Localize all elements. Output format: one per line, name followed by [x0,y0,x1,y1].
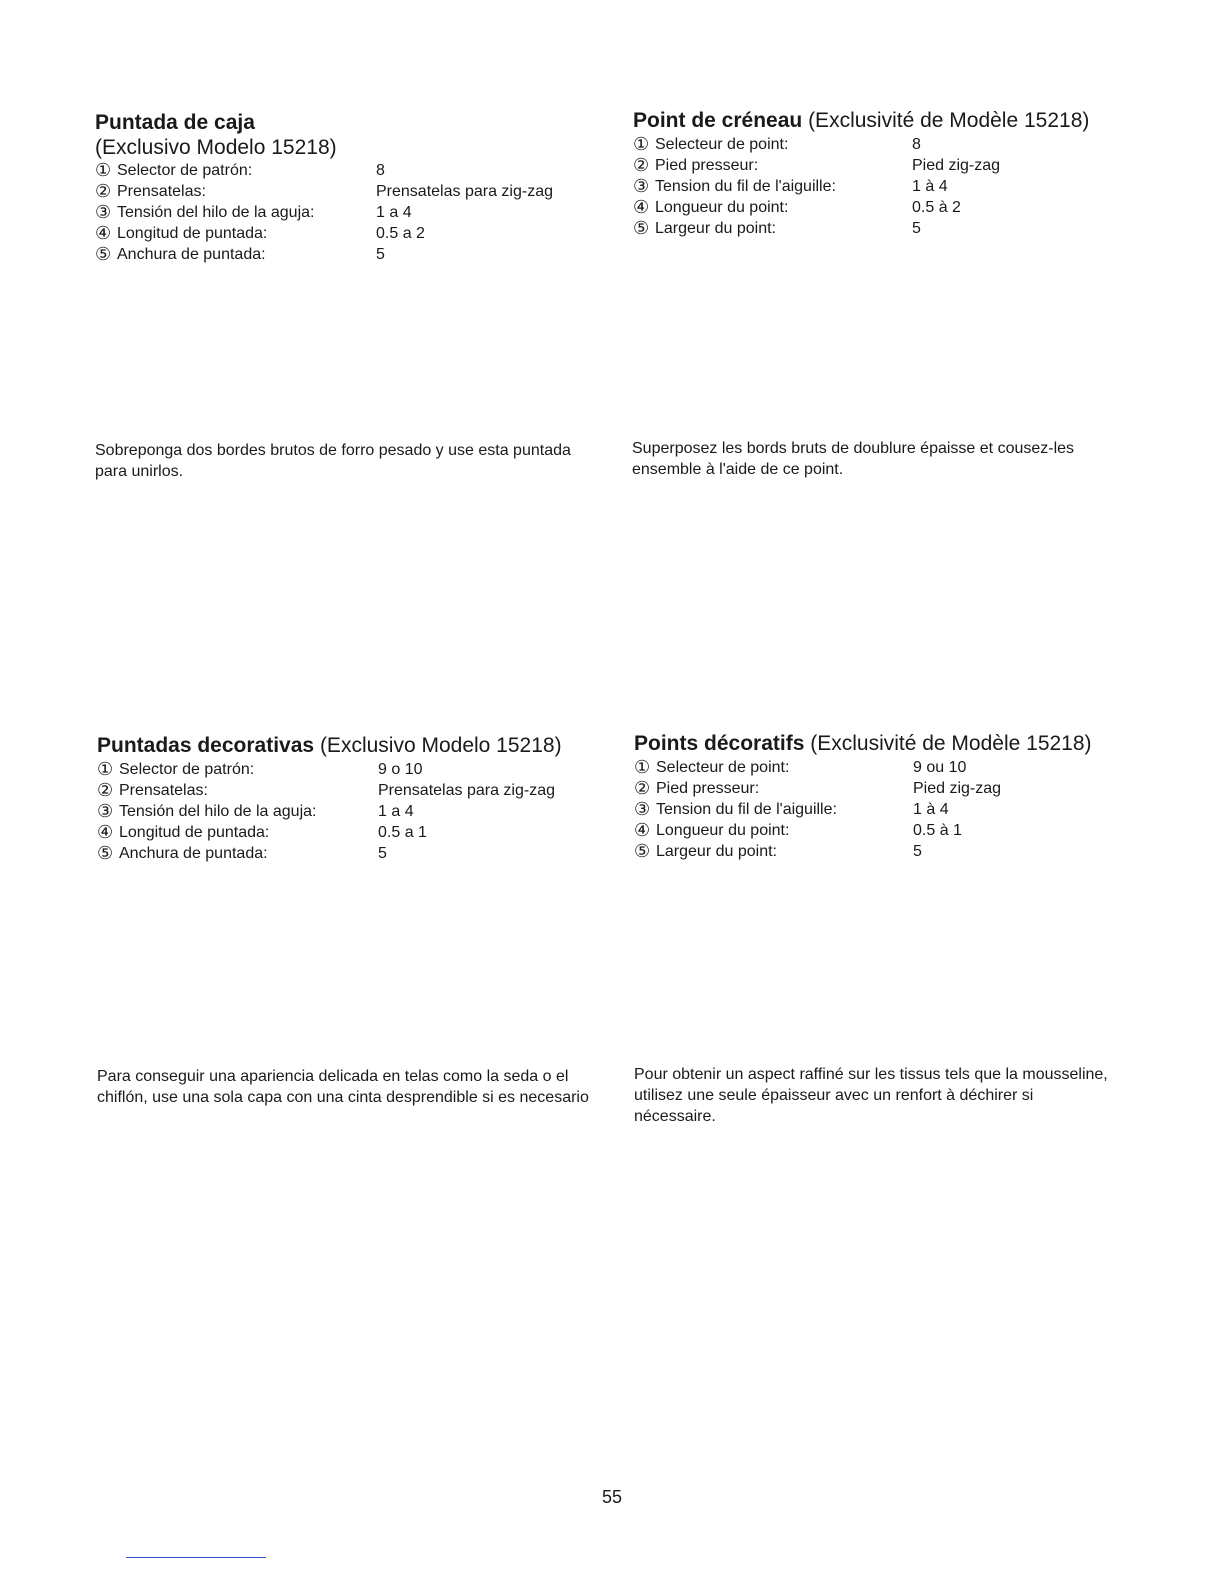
setting-value: 8 [912,136,921,153]
circled-number: ① [97,759,114,779]
circled-number: ① [633,134,650,154]
circled-number: ③ [97,801,114,821]
setting-label: Longueur du point: [655,199,789,216]
settings-row [97,759,617,780]
settings-row [97,780,617,801]
circled-number: ⑤ [633,218,650,238]
settings-row [633,176,1193,197]
setting-label: Anchura de puntada: [119,845,268,862]
instruction-paragraph-fr-box: Superposez les bords bruts de doublure épaisse et cousez-les ensemble à l'aide de ce point. [632,440,1075,478]
page-number: 55 [601,1487,623,1507]
circled-number: ④ [97,822,114,842]
heading-title: Points décoratifs [634,732,805,755]
circled-number: ⑤ [97,843,114,863]
heading-subtitle: (Exclusivo Modelo 15218) [319,734,562,757]
setting-label: Selector de patrón: [119,761,255,778]
setting-value: 0.5 à 2 [912,199,961,216]
settings-row [95,223,595,244]
section-point-de-creneau [633,108,1193,239]
settings-row [97,801,617,822]
instruction-paragraph-es-deco: Para conseguir una apariencia delicada en telas como la seda o el chiflón, use una sola capa con una cinta desprendible si es necesario [97,1068,589,1106]
circled-number: ⑤ [95,244,112,264]
setting-value: 8 [376,162,385,179]
settings-row [95,202,595,223]
settings-row [95,181,595,202]
setting-label: Longitud de puntada: [119,824,270,841]
setting-label: Tension du fil de l'aiguille: [655,178,836,195]
settings-list [95,160,595,265]
heading-title: Puntada de caja [95,111,255,134]
setting-value: 9 o 10 [378,761,423,778]
section-puntada-de-caja [95,110,595,265]
setting-value: 5 [913,843,922,860]
setting-value: 5 [376,246,385,263]
setting-value: 0.5 a 2 [376,225,425,242]
circled-number: ② [95,181,112,201]
instruction-paragraph-fr-deco: Pour obtenir un aspect raffiné sur les tissus tels que la mousseline, utilisez une seule épaisseur avec un renfort à déchirer si nécessaire. [634,1066,1108,1125]
setting-value: 0.5 a 1 [378,824,427,841]
circled-number: ④ [634,820,651,840]
instruction-paragraph-es-box: Sobreponga dos bordes brutos de forro pesado y use esta puntada para unirlos. [95,442,571,480]
setting-value: Prensatelas para zig-zag [378,782,555,799]
section-heading [97,733,617,759]
settings-row [95,160,595,181]
setting-value: Pied zig-zag [913,780,1002,797]
setting-label: Longitud de puntada: [117,225,268,242]
setting-label: Pied presseur: [656,780,760,797]
setting-value: 5 [912,220,921,237]
setting-label: Largeur du point: [656,843,777,860]
setting-label: Anchura de puntada: [117,246,266,263]
settings-row [633,155,1193,176]
setting-label: Prensatelas: [119,782,208,799]
setting-label: Tensión del hilo de la aguja: [119,803,317,820]
circled-number: ③ [95,202,112,222]
heading-title: Puntadas decorativas [97,734,315,757]
setting-value: 1 à 4 [912,178,948,195]
setting-label: Selecteur de point: [655,136,789,153]
setting-label: Selector de patrón: [117,162,253,179]
setting-label: Longueur du point: [656,822,790,839]
settings-row [634,841,1194,862]
circled-number: ④ [95,223,112,243]
settings-row [633,134,1193,155]
circled-number: ③ [633,176,650,196]
setting-value: 5 [378,845,387,862]
circled-number: ① [95,160,112,180]
heading-subtitle: (Exclusivité de Modèle 15218) [810,732,1092,755]
circled-number: ⑤ [634,841,651,861]
settings-row [634,757,1194,778]
circled-number: ② [633,155,650,175]
section-puntadas-decorativas [97,733,617,864]
settings-row [97,843,617,864]
settings-row [95,244,595,265]
circled-number: ② [97,780,114,800]
footer-rule [126,1557,266,1558]
section-points-decoratifs [634,731,1194,862]
setting-value: 1 a 4 [376,204,412,221]
circled-number: ③ [634,799,651,819]
circled-number: ① [634,757,651,777]
heading-title: Point de créneau [633,109,803,132]
heading-subtitle: (Exclusivo Modelo 15218) [95,136,337,159]
setting-value: 1 à 4 [913,801,949,818]
setting-value: 9 ou 10 [913,759,967,776]
settings-row [634,799,1194,820]
settings-row [634,820,1194,841]
setting-label: Largeur du point: [655,220,776,237]
heading-subtitle: (Exclusivité de Modèle 15218) [808,109,1090,132]
section-heading [95,110,595,136]
settings-row [97,822,617,843]
settings-row [633,218,1193,239]
setting-value: Prensatelas para zig-zag [376,183,553,200]
settings-row [633,197,1193,218]
circled-number: ④ [633,197,650,217]
settings-row [634,778,1194,799]
setting-label: Tension du fil de l'aiguille: [656,801,837,818]
settings-list [633,134,1193,239]
circled-number: ② [634,778,651,798]
setting-value: Pied zig-zag [912,157,1001,174]
setting-label: Prensatelas: [117,183,206,200]
setting-label: Selecteur de point: [656,759,790,776]
section-heading [633,108,1193,134]
setting-label: Tensión del hilo de la aguja: [117,204,315,221]
settings-list [97,759,617,864]
section-heading [634,731,1194,757]
setting-value: 0.5 à 1 [913,822,962,839]
setting-label: Pied presseur: [655,157,759,174]
settings-list [634,757,1194,862]
setting-value: 1 a 4 [378,803,414,820]
